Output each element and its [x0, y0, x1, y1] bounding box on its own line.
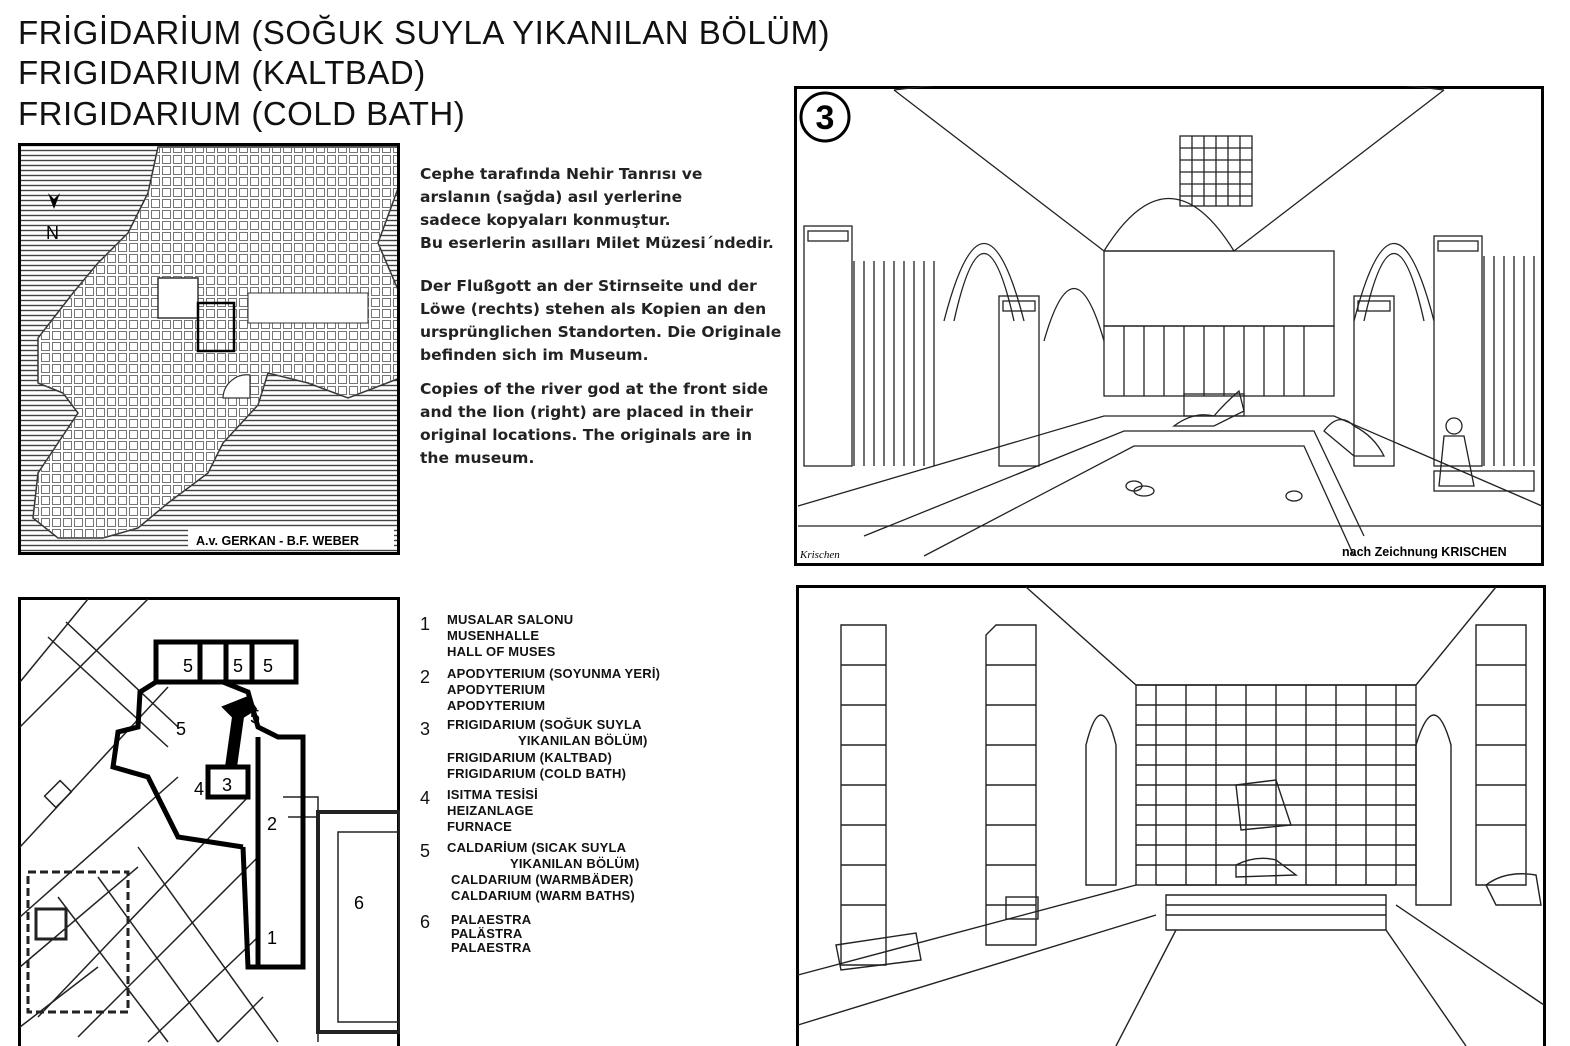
plan-room-3: 3: [222, 775, 233, 795]
legend-line: FRIGIDARIUM (SOĞUK SUYLA: [447, 717, 642, 732]
legend-line: PALAESTRA: [451, 940, 532, 955]
plan-room-6: 6: [354, 893, 365, 913]
legend-line: YIKANILAN BÖLÜM): [518, 733, 648, 748]
legend-line: MUSALAR SALONU: [447, 612, 574, 627]
plan-room-2: 2: [267, 814, 278, 834]
legend-number: 2: [420, 667, 431, 687]
description-german: Der Flußgott an der Stirnseite und der Löwe (rechts) stehen als Kopien an den ursprünglichen Standorten. Die Originale befinden sich im Museum.: [420, 277, 782, 364]
legend-line: CALDARIUM (WARMBÄDER): [451, 872, 634, 887]
legend-line: CALDARİUM (SICAK SUYLA: [447, 840, 627, 855]
legend-line: ISITMA TESİSİ: [447, 787, 538, 802]
legend-number: 6: [420, 912, 431, 932]
legend-number: 3: [420, 719, 431, 739]
plan-room-5a: 5: [183, 656, 194, 676]
legend-line: FRIGIDARIUM (KALTBAD): [447, 750, 612, 765]
title-turkish: FRİGİDARİUM (SOĞUK SUYLA YIKANILAN BÖLÜM): [18, 14, 831, 51]
plan-room-1: 1: [267, 928, 278, 948]
plan-room-5d: 5: [176, 719, 187, 739]
legend-line: APODYTERIUM (SOYUNMA YERİ): [447, 666, 661, 681]
legend-number: 1: [420, 614, 431, 634]
plan-room-5e: 5: [250, 707, 261, 727]
reconstruction-drawing: [794, 86, 1544, 566]
plan-room-5c: 5: [263, 656, 274, 676]
legend-line: FRIGIDARIUM (COLD BATH): [447, 766, 627, 781]
map-credit: A.v. GERKAN - B.F. WEBER: [196, 534, 359, 548]
plan-room-4: 4: [194, 779, 205, 799]
legend-number: 5: [420, 841, 431, 861]
site-plan: [18, 597, 400, 1046]
legend-line: FURNACE: [447, 819, 512, 834]
description-turkish: Cephe tarafında Nehir Tanrısı ve arslanın (sağda) asıl yerlerine sadece kopyaları konmuştur. Bu eserlerin asılları Milet Müzesi´ndedir.: [420, 165, 774, 252]
title-english: FRIGIDARIUM (COLD BATH): [18, 95, 466, 132]
legend-line: CALDARIUM (WARM BATHS): [451, 888, 635, 903]
drawing-credit: nach Zeichnung KRISCHEN: [1342, 545, 1507, 559]
legend-line: APODYTERIUM: [447, 682, 546, 697]
legend-number: 4: [420, 788, 431, 808]
legend-line: HALL OF MUSES: [447, 644, 556, 659]
legend-line: APODYTERIUM: [447, 698, 546, 713]
city-map: [18, 143, 400, 555]
title-german: FRIGIDARIUM (KALTBAD): [18, 54, 426, 91]
figure-number: 3: [815, 99, 835, 137]
legend-line: HEIZANLAGE: [447, 803, 534, 818]
north-label: N: [46, 223, 59, 243]
legend-line: PALAESTRA: [451, 912, 532, 927]
plan-room-5b: 5: [233, 656, 244, 676]
excavation-drawing: [796, 585, 1546, 1046]
legend-line: YIKANILAN BÖLÜM): [510, 856, 640, 871]
artist-signature: Krischen: [800, 549, 840, 561]
legend-line: PALÄSTRA: [451, 926, 523, 941]
legend-line: MUSENHALLE: [447, 628, 540, 643]
description-english: Copies of the river god at the front side and the lion (right) are placed in their original locations. The originals are in the museum.: [420, 380, 769, 467]
